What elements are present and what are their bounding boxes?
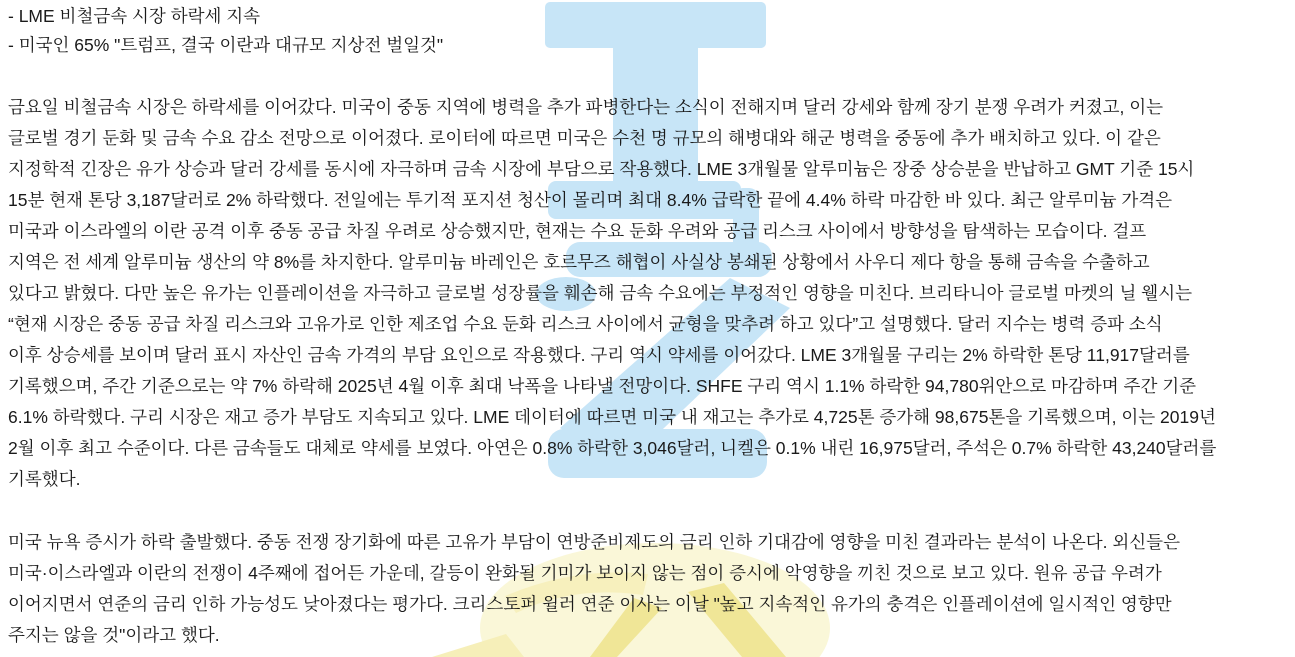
headline: [8, 2, 1290, 60]
body-line: 15분 현재 톤당 3,187달러로 2% 하락했다. 전일에는 투기적 포지션 청산이 몰리며 최대 8.4% 급락한 끝에 4.4% 하락 마감한 바 있다. 최근 알루미늄 가격은: [8, 190, 1173, 210]
body-line: 미국과 이스라엘의 이란 공격 이후 중동 공급 차질 우려로 상승했지만, 현재는 수요 둔화 우려와 공급 리스크 사이에서 방향성을 탐색하는 모습이다. 걸프: [8, 221, 1147, 241]
paragraph-1: [8, 92, 1290, 495]
headline-line: - LME 비철금속 시장 하락세 지속: [8, 6, 261, 26]
headline-line: - 미국인 65% "트럼프, 결국 이란과 대규모 지상전 벌일것": [8, 35, 444, 55]
body-line: 지정학적 긴장은 유가 상승과 달러 강세를 동시에 자극하며 금속 시장에 부담으로 작용했다. LME 3개월물 알루미늄은 장중 상승분을 반납하고 GMT 기준 15시: [8, 159, 1195, 179]
body-line: 2월 이후 최고 수준이다. 다른 금속들도 대체로 약세를 보였다. 아연은 0.8% 하락한 3,046달러, 니켈은 0.1% 내린 16,975달러, 주석은 0.7% 하락한 43,240달러를: [8, 438, 1217, 458]
paragraph-2: [8, 527, 1290, 651]
body-line: “현재 시장은 중동 공급 차질 리스크와 고유가로 인한 제조업 수요 둔화 리스크 사이에서 균형을 맞추려 하고 있다”고 설명했다. 달러 지수는 병력 증파 소식: [8, 314, 1163, 334]
body-line: 기록했으며, 주간 기준으로는 약 7% 하락해 2025년 4월 이후 최대 낙폭을 나타낼 전망이다. SHFE 구리 역시 1.1% 하락한 94,780위안으로 마감하며 주간 기준: [8, 376, 1197, 396]
body-line: 이후 상승세를 보이며 달러 표시 자산인 금속 가격의 부담 요인으로 작용했다. 구리 역시 약세를 이어갔다. LME 3개월물 구리는 2% 하락한 톤당 11,917달러를: [8, 345, 1190, 365]
body-line: 미국·이스라엘과 이란의 전쟁이 4주째에 접어든 가운데, 갈등이 완화될 기미가 보이지 않는 점이 증시에 악영향을 끼친 것으로 보고 있다. 원유 공급 우려가: [8, 563, 1162, 583]
body-line: 이어지면서 연준의 금리 인하 가능성도 낮아졌다는 평가다. 크리스토퍼 윌러 연준 이사는 이날 "높고 지속적인 유가의 충격은 인플레이션에 일시적인 영향만: [8, 594, 1172, 614]
body-line: 미국 뉴욕 증시가 하락 출발했다. 중동 전쟁 장기화에 따른 고유가 부담이 연방준비제도의 금리 인하 기대감에 영향을 미친 결과라는 분석이 나온다. 외신들은: [8, 532, 1180, 552]
body-line: 지역은 전 세계 알루미늄 생산의 약 8%를 차지한다. 알루미늄 바레인은 호르무즈 해협이 사실상 봉쇄된 상황에서 사우디 제다 항을 통해 금속을 수출하고: [8, 252, 1150, 272]
body-line: 6.1% 하락했다. 구리 시장은 재고 증가 부담도 지속되고 있다. LME 데이터에 따르면 미국 내 재고는 추가로 4,725톤 증가해 98,675톤을 기록했으며, 이는 2019년: [8, 407, 1216, 427]
body-line: 금요일 비철금속 시장은 하락세를 이어갔다. 미국이 중동 지역에 병력을 추가 파병한다는 소식이 전해지며 달러 강세와 함께 장기 분쟁 우려가 커졌고, 이는: [8, 97, 1164, 117]
body-line: 있다고 밝혔다. 다만 높은 유가는 인플레이션을 자극하고 글로벌 성장률을 훼손해 금속 수요에는 부정적인 영향을 미친다. 브리타니아 글로벌 마켓의 닐 웰시는: [8, 283, 1193, 303]
body-line: 기록했다.: [8, 469, 81, 489]
body-line: 주지는 않을 것"이라고 했다.: [8, 625, 220, 645]
body-line: 글로벌 경기 둔화 및 금속 수요 감소 전망으로 이어졌다. 로이터에 따르면 미국은 수천 명 규모의 해병대와 해군 병력을 중동에 추가 배치하고 있다. 이 같은: [8, 128, 1161, 148]
